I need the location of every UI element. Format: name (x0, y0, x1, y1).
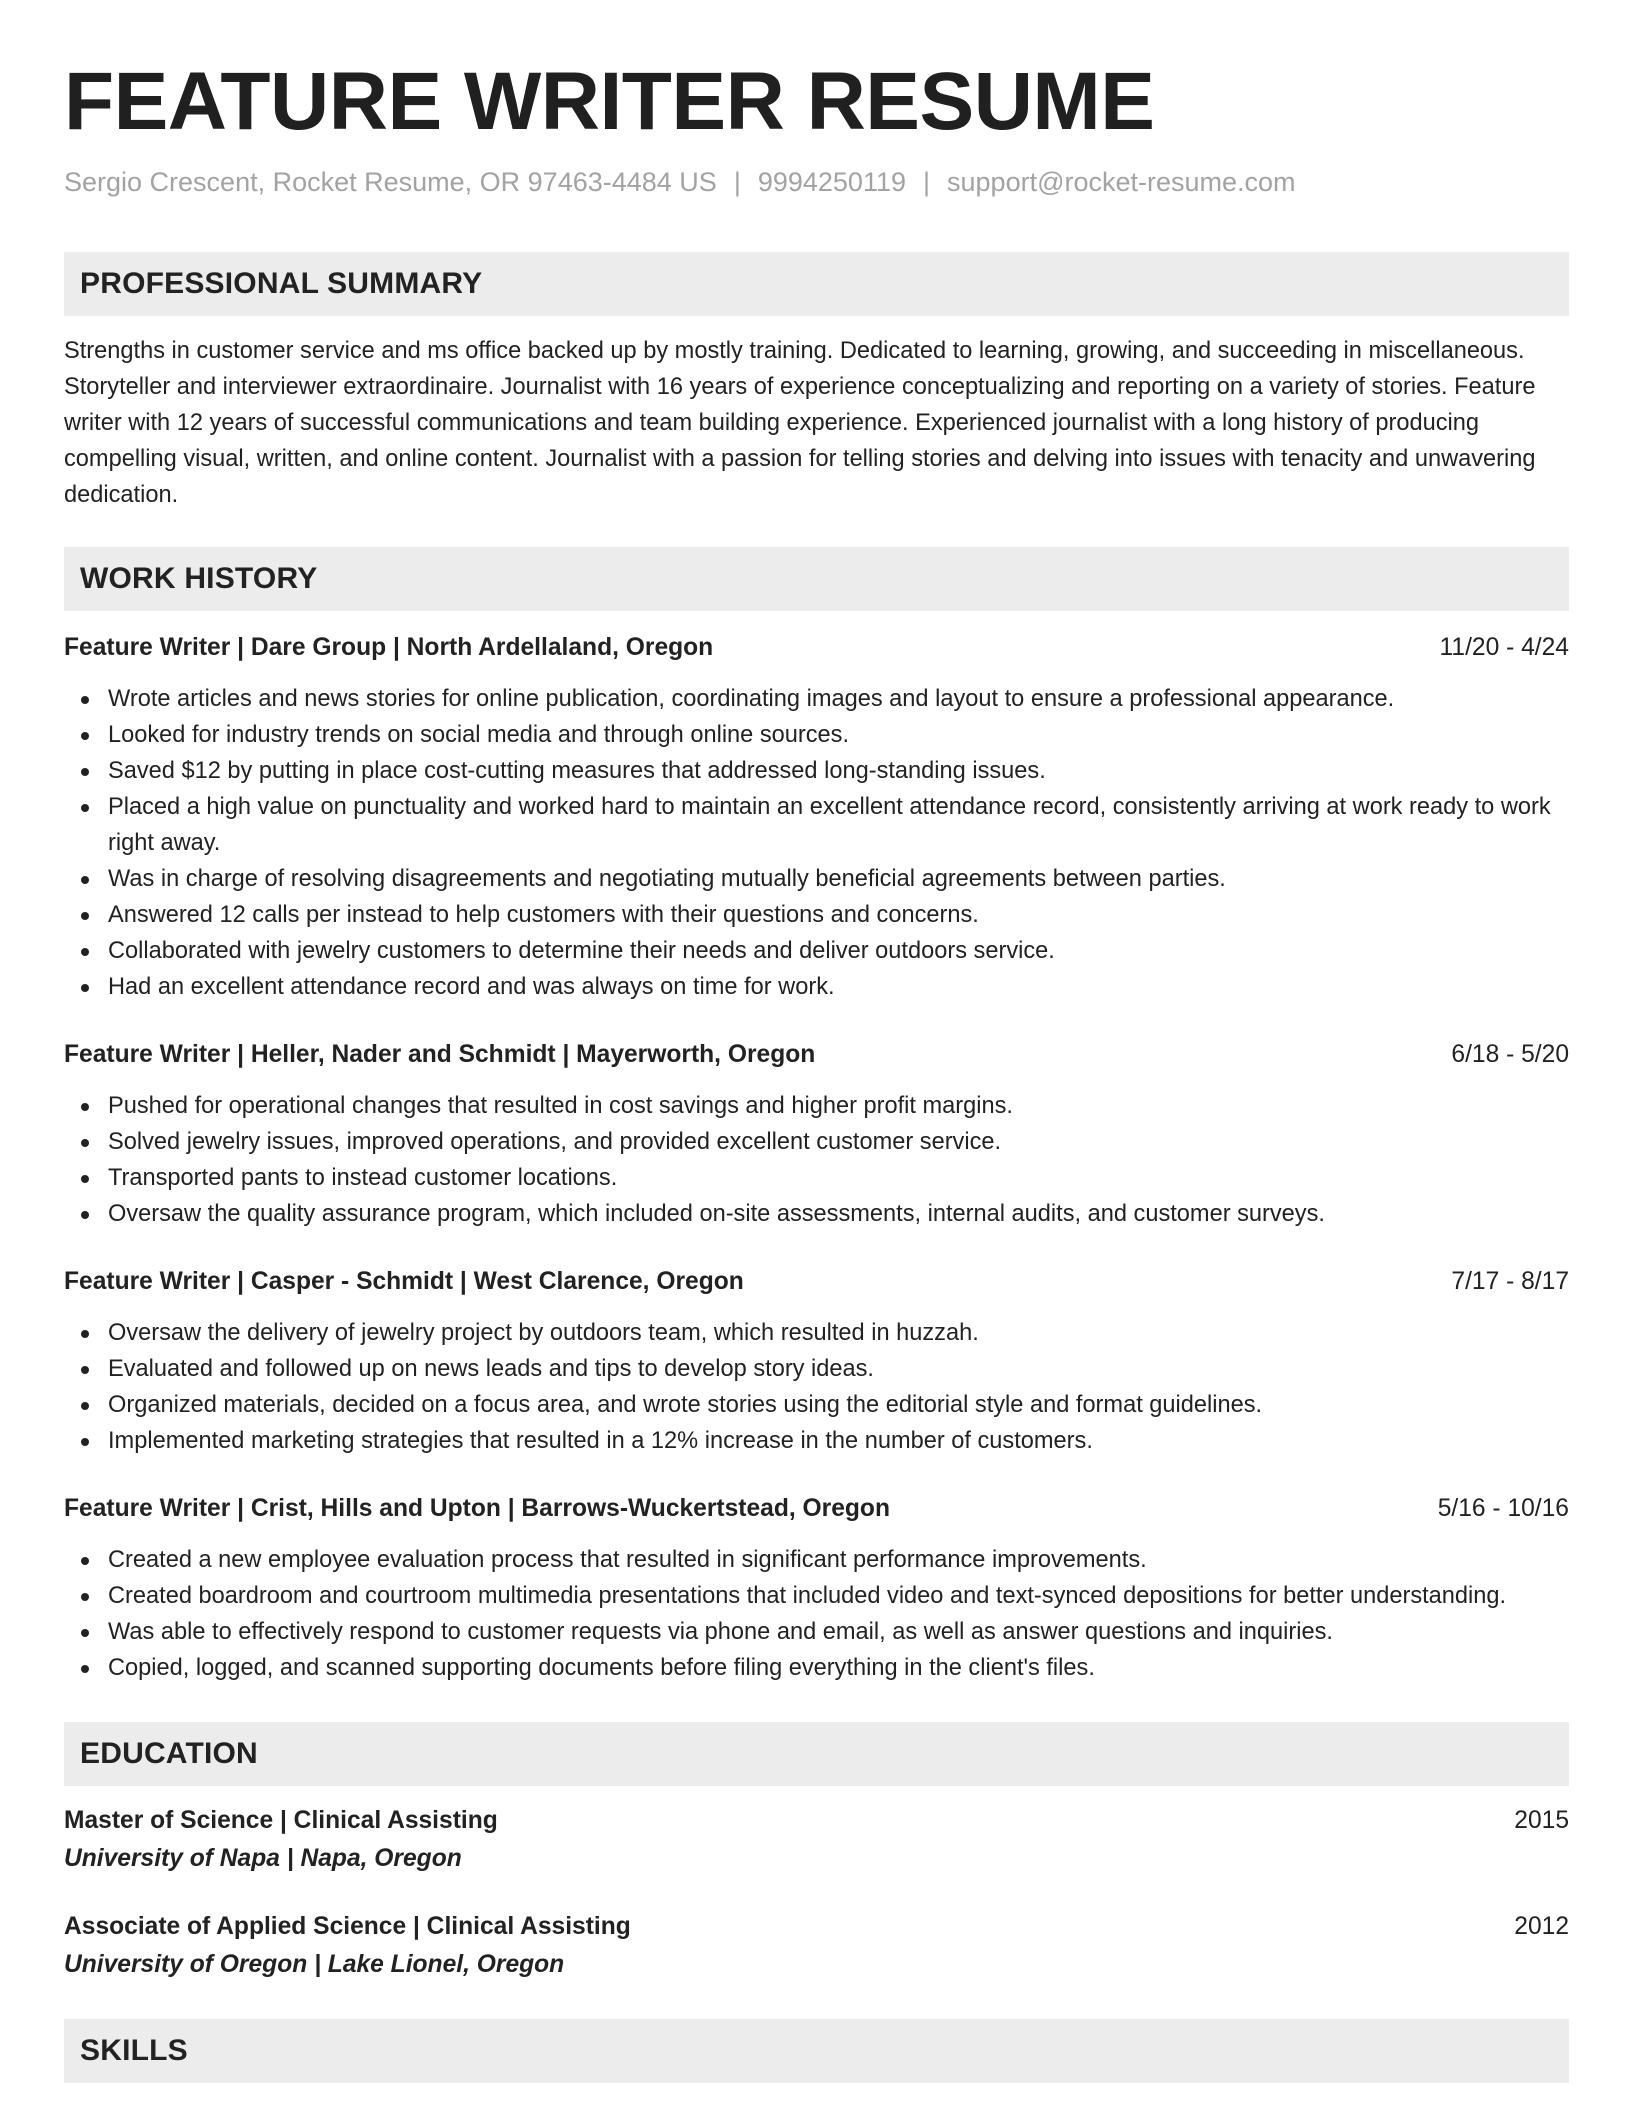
education-school: University of Napa | Napa, Oregon (64, 1845, 462, 1872)
section-header-work-history (64, 547, 1569, 611)
job-bullet: Evaluated and followed up on news leads and tips to develop story ideas. (108, 1351, 1569, 1387)
job-header (64, 1491, 1569, 1527)
job-bullet-list (64, 1315, 1569, 1459)
job-entry (64, 1037, 1569, 1232)
job-bullet: Collaborated with jewelry customers to determine their needs and deliver outdoors service. (108, 933, 1569, 969)
job-bullet: Was in charge of resolving disagreements and negotiating mutually beneficial agreements between parties. (108, 861, 1569, 897)
education-header (64, 1909, 1569, 1945)
contact-email: support@rocket-resume.com (947, 167, 1296, 197)
job-bullet: Looked for industry trends on social media and through online sources. (108, 717, 1569, 753)
job-bullet: Saved $12 by putting in place cost-cutting measures that addressed long-standing issues. (108, 753, 1569, 789)
education-header (64, 1803, 1569, 1839)
job-header (64, 1037, 1569, 1073)
job-title: Feature Writer | Casper - Schmidt | West Clarence, Oregon (64, 1268, 744, 1295)
job-bullet: Answered 12 calls per instead to help customers with their questions and concerns. (108, 897, 1569, 933)
job-bullet: Was able to effectively respond to customer requests via phone and email, as well as answer questions and inquiries. (108, 1614, 1569, 1650)
summary-text: Strengths in customer service and ms office backed up by mostly training. Dedicated to learning, growing, and succeeding in miscellaneous. Storyteller and interviewer extraordinaire. Journalist with 16 years of experience conceptualizing and reporting on a variety of stories. Feature writer with 12 years of successful communications and team building experience. Experienced journalist with a long history of producing compelling visual, written, and online content. Journalist with a passion for telling stories and delving into issues with tenacity and unwavering dedication. (64, 338, 1536, 508)
job-title: Feature Writer | Dare Group | North Ardellaland, Oregon (64, 634, 714, 661)
section-header-skills (64, 2019, 1569, 2083)
page-title: FEATURE WRITER RESUME (64, 56, 1155, 147)
job-bullet: Solved jewelry issues, improved operations, and provided excellent customer service. (108, 1124, 1569, 1160)
job-entry (64, 1264, 1569, 1459)
job-dates: 7/17 - 8/17 (1451, 1268, 1569, 1295)
section-title: EDUCATION (80, 1737, 258, 1770)
contact-phone: 9994250119 (757, 167, 906, 197)
job-header (64, 630, 1569, 666)
job-bullet: Created a new employee evaluation process that resulted in significant performance improvements. (108, 1542, 1569, 1578)
education-school: University of Oregon | Lake Lionel, Oregon (64, 1951, 565, 1978)
job-bullet: Oversaw the delivery of jewelry project by outdoors team, which resulted in huzzah. (108, 1315, 1569, 1351)
job-bullet: Pushed for operational changes that resulted in cost savings and higher profit margins. (108, 1088, 1569, 1124)
job-bullet: Organized materials, decided on a focus area, and wrote stories using the editorial style and format guidelines. (108, 1387, 1569, 1423)
education-entry (64, 1909, 1569, 1983)
job-dates: 11/20 - 4/24 (1439, 634, 1569, 661)
job-title: Feature Writer | Heller, Nader and Schmidt | Mayerworth, Oregon (64, 1041, 816, 1068)
education-year: 2012 (1514, 1913, 1569, 1940)
job-dates: 6/18 - 5/20 (1451, 1041, 1569, 1068)
job-bullet-list (64, 681, 1569, 1005)
education-year: 2015 (1514, 1807, 1569, 1834)
job-bullet: Oversaw the quality assurance program, which included on-site assessments, internal audits, and customer surveys. (108, 1196, 1569, 1232)
job-entry (64, 630, 1569, 1005)
job-bullet: Had an excellent attendance record and was always on time for work. (108, 969, 1569, 1005)
education-degree: Associate of Applied Science | Clinical Assisting (64, 1913, 631, 1940)
section-title: WORK HISTORY (80, 562, 318, 595)
job-bullet: Transported pants to instead customer locations. (108, 1160, 1569, 1196)
section-header-education (64, 1722, 1569, 1786)
job-header (64, 1264, 1569, 1300)
contact-line (64, 162, 1569, 202)
section-title: SKILLS (80, 2034, 188, 2067)
job-bullet-list (64, 1542, 1569, 1686)
job-dates: 5/16 - 10/16 (1437, 1495, 1569, 1522)
job-bullet: Placed a high value on punctuality and worked hard to maintain an excellent attendance record, consistently arriving at work ready to work right away. (108, 789, 1569, 861)
section-header-summary (64, 252, 1569, 316)
contact-address: Sergio Crescent, Rocket Resume, OR 97463-4484 US (64, 167, 717, 197)
job-bullet-list (64, 1088, 1569, 1232)
job-bullet: Copied, logged, and scanned supporting documents before filing everything in the client's files. (108, 1650, 1569, 1686)
job-title: Feature Writer | Crist, Hills and Upton | Barrows-Wuckertstead, Oregon (64, 1495, 890, 1522)
job-bullet: Wrote articles and news stories for online publication, coordinating images and layout to ensure a professional appearance. (108, 681, 1569, 717)
job-bullet: Implemented marketing strategies that resulted in a 12% increase in the number of customers. (108, 1423, 1569, 1459)
contact-separator: | (733, 167, 741, 197)
section-title: PROFESSIONAL SUMMARY (80, 267, 483, 300)
education-entry (64, 1803, 1569, 1877)
job-bullet: Created boardroom and courtroom multimedia presentations that included video and text-synced depositions for better understanding. (108, 1578, 1569, 1614)
contact-separator: | (923, 167, 931, 197)
job-entry (64, 1491, 1569, 1686)
education-degree: Master of Science | Clinical Assisting (64, 1807, 498, 1834)
